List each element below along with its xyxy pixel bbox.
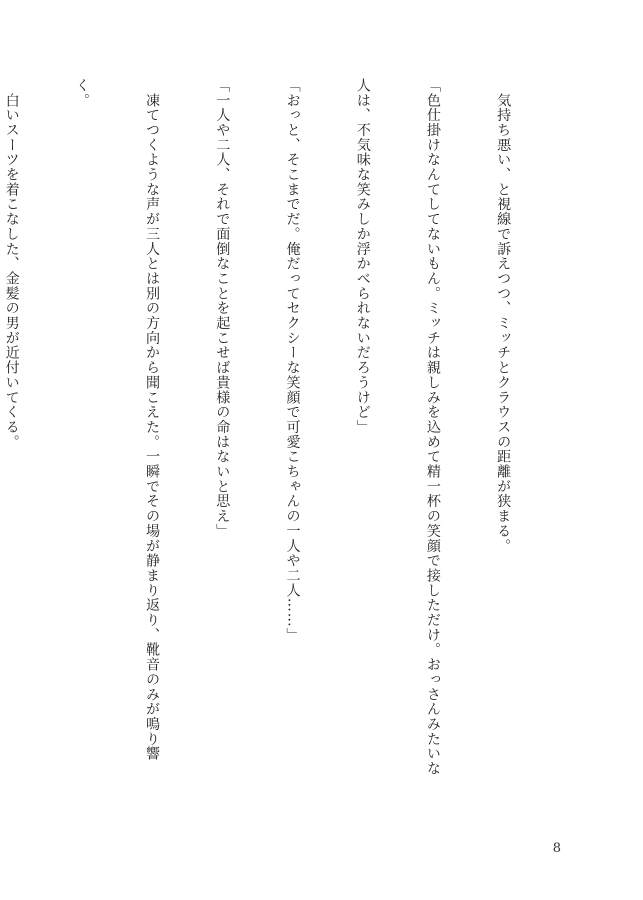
page-number: 8 xyxy=(552,841,561,856)
text-line: 気持ち悪い、と視線で訴えつつ、ミッチとクラウスの距離が狭まる。 xyxy=(495,78,512,554)
text-line: く。 xyxy=(73,78,90,108)
text-line: 人は、不気味な笑みしか浮かべられないだろうけど」 xyxy=(354,78,371,435)
text-line: 「おっと、そこまでだ。俺だってセクシーな笑顔で可愛こちゃんの一人や二人……」 xyxy=(284,78,301,643)
text-line: 凍てつくような声が三人とは別の方向から聞こえた。一瞬でその場が静まり返り、靴音のみが鳴り響 xyxy=(144,78,161,762)
text-line: 「色仕掛けなんてしてないもん。ミッチは親しみを込めて精一杯の笑顔で接しただけ。おっさんみたいな xyxy=(424,78,441,776)
text-line: 白いスーツを着こなした、金髪の男が近付いてくる。 xyxy=(3,78,20,450)
body-text xyxy=(0,78,561,776)
text-line: 「一人や二人、それで面倒なことを起こせば貴様の命はないと思え」 xyxy=(214,78,231,539)
